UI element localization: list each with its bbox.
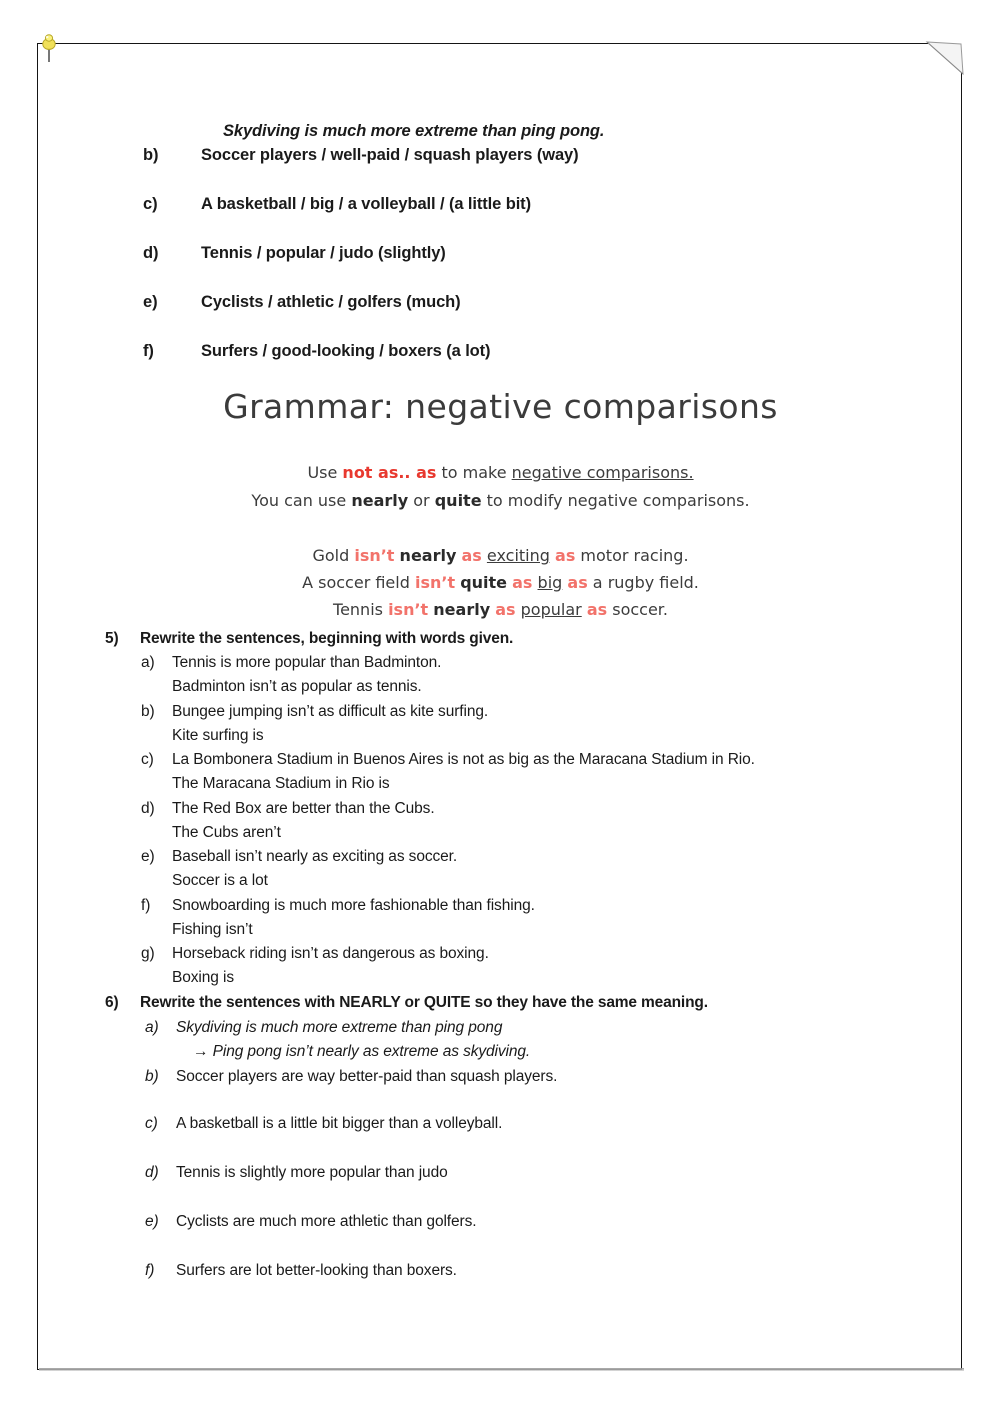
ex4-item-c-text: A basketball / big / a volleyball / (a little bit) — [201, 195, 531, 213]
rule1-part1: Use — [307, 463, 343, 482]
ex3-adjective: popular — [520, 600, 582, 619]
ex3-negative: isn’t — [388, 600, 429, 619]
ex1-adjective: exciting — [486, 546, 550, 565]
ex6-item-f-prompt: Surfers are lot better-looking than boxers. — [176, 1262, 457, 1279]
ex6-item-d-marker: d) — [145, 1164, 159, 1181]
ex1-as-first: as — [461, 546, 482, 565]
ex5-item-d-prompt: The Red Box are better than the Cubs. — [172, 800, 435, 817]
ex5-item-g-prompt: Horseback riding isn’t as dangerous as boxing. — [172, 945, 489, 962]
ex4-item-e-marker: e) — [143, 293, 158, 311]
exercise-5-heading — [105, 630, 514, 648]
ex4-item-f-text: Surfers / good-looking / boxers (a lot) — [201, 342, 491, 360]
ex6-item-c-marker: c) — [145, 1115, 158, 1132]
ex5-item-e-prompt: Baseball isn’t nearly as exciting as soccer. — [172, 848, 458, 865]
ex6-item-b-prompt: Soccer players are way better-paid than squash players. — [176, 1068, 558, 1085]
rule2-part2: to modify negative comparisons. — [481, 491, 750, 510]
page-title: Grammar: negative comparisons — [223, 387, 778, 426]
ex1-modifier: nearly — [399, 546, 457, 565]
ex1-negative: isn’t — [354, 546, 395, 565]
ex6-item-f — [145, 1262, 457, 1280]
ex3-as-first: as — [495, 600, 516, 619]
ex4-item-c — [143, 195, 531, 213]
ex5-item-d-marker: d) — [141, 800, 155, 817]
rule1-highlight: not as.. as — [342, 463, 437, 482]
ex5-answer-e[interactable]: Soccer is a lot — [172, 872, 268, 889]
ex6-item-f-marker: f) — [145, 1262, 155, 1279]
ex6-item-c-prompt: A basketball is a little bit bigger than a volleyball. — [176, 1115, 503, 1132]
ex3-modifier: nearly — [433, 600, 491, 619]
ex2-negative: isn’t — [414, 573, 456, 592]
ex5-item-f — [141, 897, 535, 915]
ex4-item-d-text: Tennis / popular / judo (slightly) — [201, 244, 446, 262]
ex5-item-f-prompt: Snowboarding is much more fashionable than fishing. — [172, 897, 535, 914]
ex5-answer-b[interactable]: Kite surfing is — [172, 727, 264, 744]
ex2-as-second: as — [567, 573, 588, 592]
rule1-part2: to make — [436, 463, 512, 482]
exercise-6-instruction: Rewrite the sentences with NEARLY or QUITE so they have the same meaning. — [140, 994, 708, 1011]
rule2-part1: You can use — [251, 491, 352, 510]
ex4-item-f — [143, 342, 490, 360]
ex5-item-e — [141, 848, 458, 866]
rule2-bold-nearly: nearly — [351, 491, 409, 510]
grammar-example-1 — [38, 546, 963, 565]
ex6-item-a-prompt: Skydiving is much more extreme than ping pong — [176, 1019, 503, 1036]
ex6-item-d — [145, 1164, 448, 1182]
page-content — [38, 44, 961, 1369]
ex4-item-b-marker: b) — [143, 146, 159, 164]
exercise-5-instruction: Rewrite the sentences, beginning with words given. — [140, 630, 514, 647]
ex3-w1: Tennis — [333, 600, 389, 619]
ex5-item-f-marker: f) — [141, 897, 151, 914]
ex5-answer-a[interactable]: Badminton isn’t as popular as tennis. — [172, 678, 422, 695]
ex1-w6: motor racing. — [575, 546, 689, 565]
ex2-as-first: as — [512, 573, 533, 592]
ex5-item-b-marker: b) — [141, 703, 155, 720]
ex5-item-a — [141, 654, 442, 672]
grammar-example-2 — [38, 573, 963, 592]
pushpin-icon — [38, 33, 60, 63]
rule2-mid: or — [408, 491, 435, 510]
ex4-example-sentence: Skydiving is much more extreme than ping pong. — [223, 122, 605, 140]
ex3-as-second: as — [586, 600, 608, 619]
ex5-item-c-prompt: La Bombonera Stadium in Buenos Aires is not as big as the Maracana Stadium in Rio. — [172, 751, 755, 768]
ex5-item-g-marker: g) — [141, 945, 155, 962]
ex2-w6: a rugby field. — [587, 573, 699, 592]
rule-line-2 — [38, 491, 963, 510]
ex4-item-c-marker: c) — [143, 195, 158, 213]
ex5-item-d — [141, 800, 435, 818]
exercise-6-number: 6) — [105, 994, 119, 1011]
rule-line-1 — [38, 463, 963, 482]
ex4-item-f-marker: f) — [143, 342, 154, 360]
ex6-item-d-prompt: Tennis is slightly more popular than judo — [176, 1164, 448, 1181]
ex5-item-e-marker: e) — [141, 848, 155, 865]
ex4-item-d-marker: d) — [143, 244, 159, 262]
ex5-answer-f[interactable]: Fishing isn’t — [172, 921, 253, 938]
ex6-item-a-marker: a) — [145, 1019, 159, 1036]
ex6-item-a — [145, 1019, 503, 1037]
ex6-item-e — [145, 1213, 477, 1231]
ex6-item-c — [145, 1115, 503, 1133]
ex5-item-c — [141, 751, 755, 769]
ex5-item-a-marker: a) — [141, 654, 155, 671]
ex5-item-g — [141, 945, 489, 963]
ex6-answer-a[interactable]: → Ping pong isn’t nearly as extreme as skydiving. — [193, 1043, 531, 1060]
grammar-example-3 — [38, 600, 963, 619]
ex2-modifier: quite — [460, 573, 508, 592]
ex5-answer-g[interactable]: Boxing is — [172, 969, 234, 986]
ex2-adjective: big — [537, 573, 563, 592]
ex3-w6: soccer. — [607, 600, 668, 619]
ex1-w1: Gold — [312, 546, 355, 565]
ex4-item-e — [143, 293, 461, 311]
ex4-item-d — [143, 244, 446, 262]
worksheet-page — [37, 43, 962, 1370]
ex6-item-e-marker: e) — [145, 1213, 159, 1230]
ex5-item-b — [141, 703, 489, 721]
ex2-w1: A soccer field — [302, 573, 415, 592]
rule2-bold-quite: quite — [434, 491, 482, 510]
ex5-answer-c[interactable]: The Maracana Stadium in Rio is — [172, 775, 390, 792]
ex6-item-b — [145, 1068, 558, 1086]
ex5-item-c-marker: c) — [141, 751, 154, 768]
ex5-item-b-prompt: Bungee jumping isn’t as difficult as kite surfing. — [172, 703, 489, 720]
ex1-as-second: as — [555, 546, 576, 565]
exercise-5-number: 5) — [105, 630, 119, 647]
exercise-6-heading — [105, 994, 708, 1012]
ex6-item-e-prompt: Cyclists are much more athletic than golfers. — [176, 1213, 477, 1230]
page-bottom-shadow — [39, 1368, 964, 1371]
ex5-item-a-prompt: Tennis is more popular than Badminton. — [172, 654, 442, 671]
ex5-answer-d[interactable]: The Cubs aren’t — [172, 824, 281, 841]
ex6-item-b-marker: b) — [145, 1068, 159, 1085]
ex4-item-b — [143, 146, 579, 164]
rule1-underlined: negative comparisons. — [511, 463, 694, 482]
ex4-item-e-text: Cyclists / athletic / golfers (much) — [201, 293, 461, 311]
ex4-item-b-text: Soccer players / well-paid / squash players (way) — [201, 146, 579, 164]
